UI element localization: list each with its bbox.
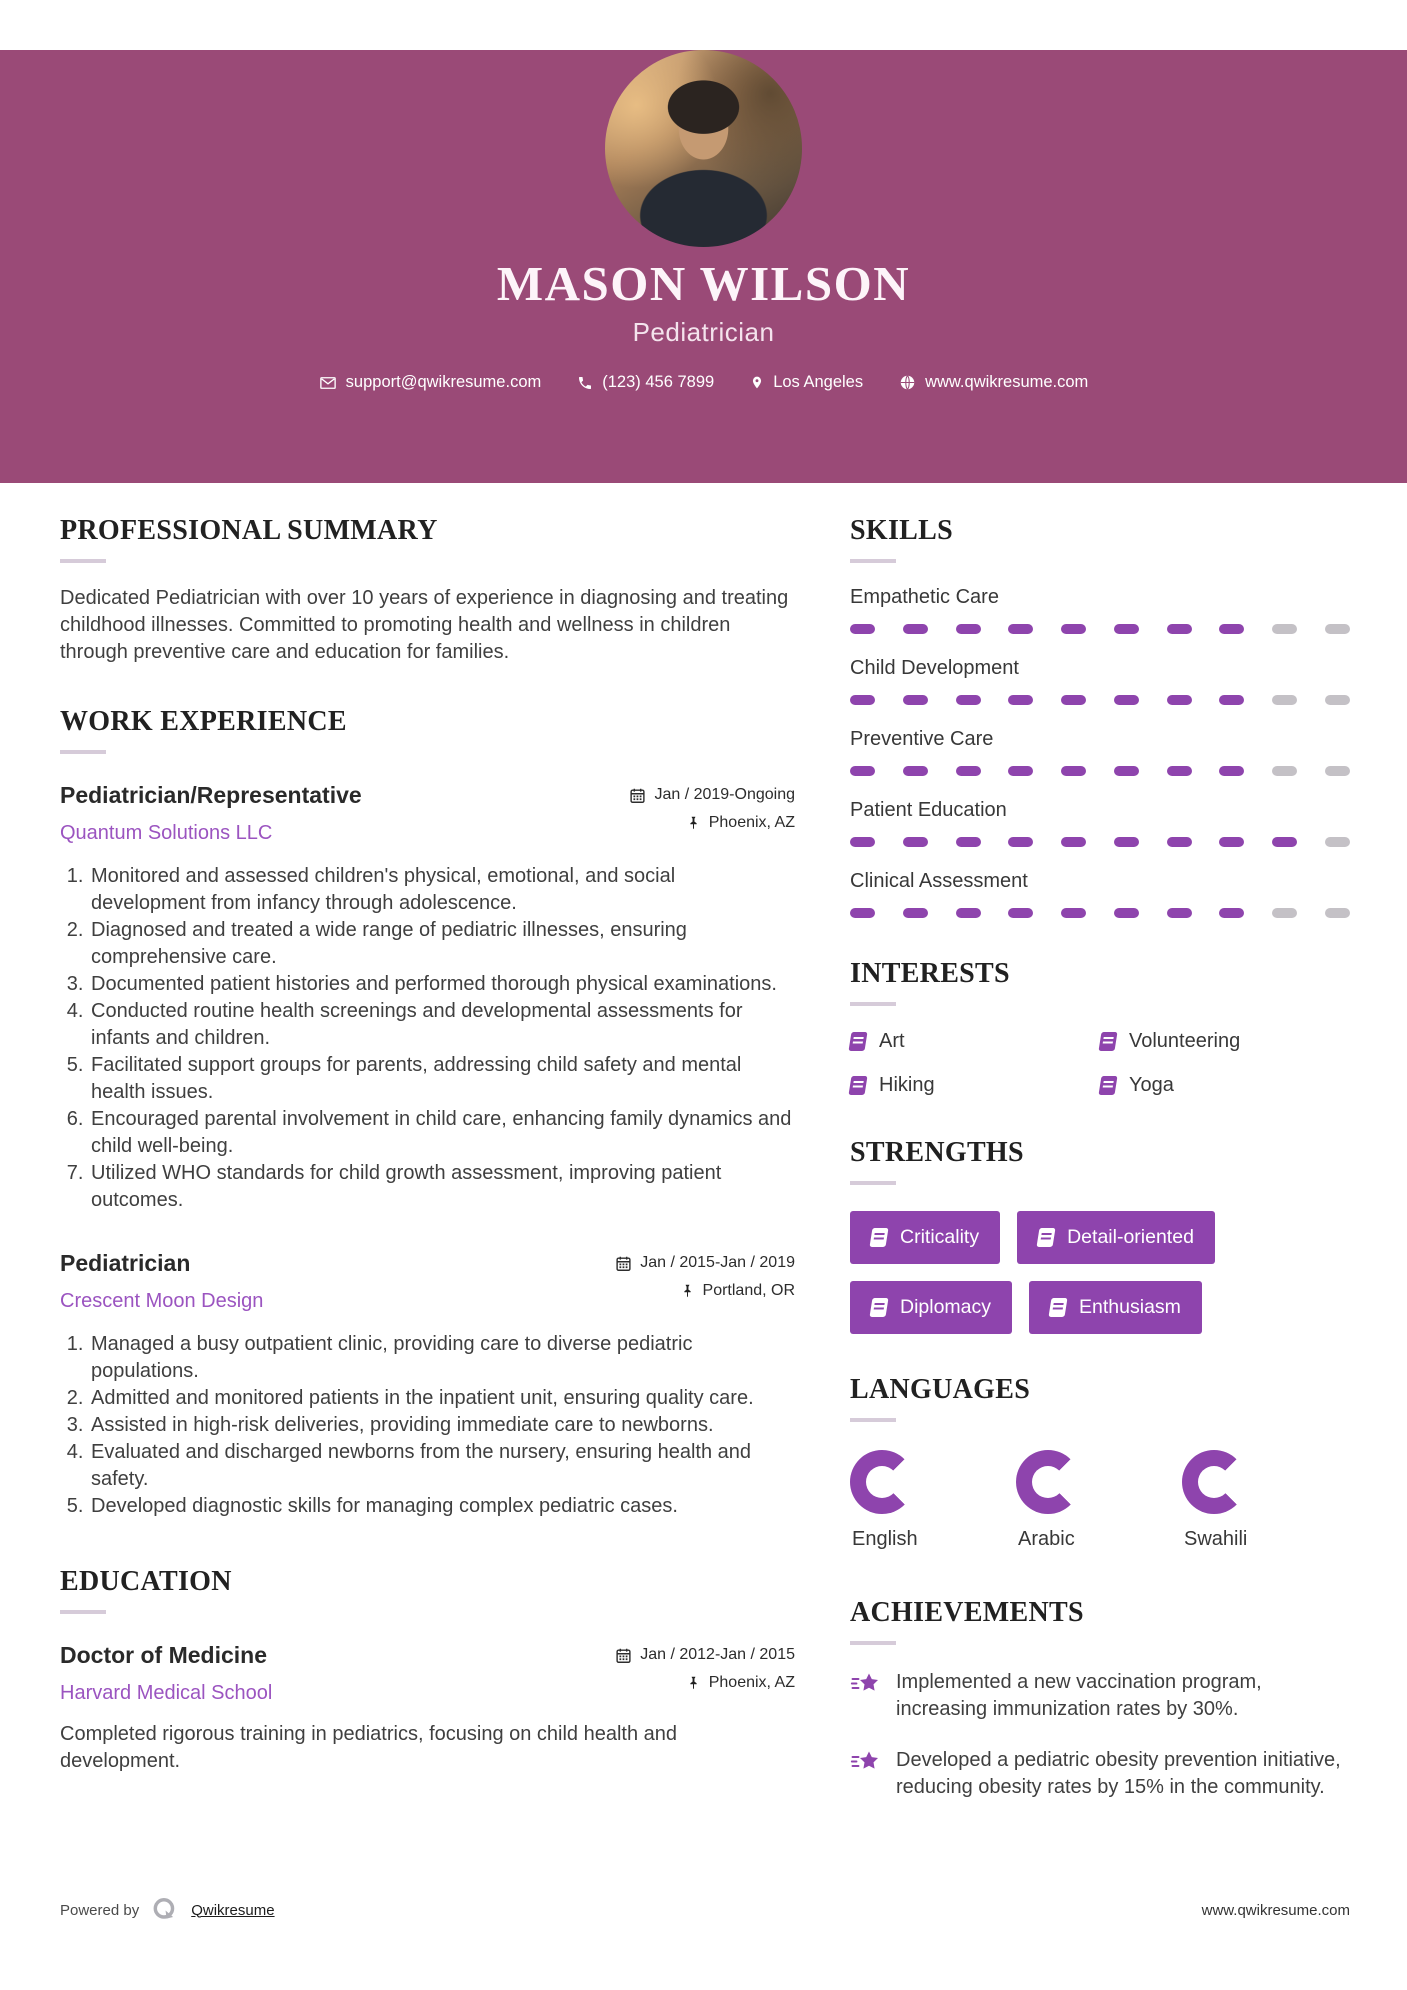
- book-icon: [848, 1032, 867, 1051]
- heading-underline: [850, 1002, 896, 1006]
- footer-website-link[interactable]: www.qwikresume.com: [1201, 1901, 1350, 1919]
- globe-icon: [899, 374, 916, 391]
- section-interests: [850, 958, 1350, 1097]
- shooting-star-icon: [850, 1669, 881, 1723]
- skill-label: Clinical Assessment: [850, 870, 1028, 892]
- heading-underline: [60, 750, 106, 754]
- dash-empty: [1272, 908, 1297, 918]
- bullet-item: 5. Developed diagnostic skills for managing complex pediatric cases.: [89, 1493, 795, 1520]
- skill-label: Empathetic Care: [850, 586, 999, 608]
- job-entry: [60, 1250, 795, 1520]
- contact-email-text: support@qwikresume.com: [345, 373, 542, 391]
- dash-filled: [850, 908, 875, 918]
- work-heading: WORK EXPERIENCE: [60, 706, 347, 737]
- education-entry: [60, 1642, 795, 1775]
- bullet-item: 2. Diagnosed and treated a wide range of pediatric illnesses, ensuring comprehensive care.: [89, 917, 795, 971]
- education-description: Completed rigorous training in pediatrics, focusing on child health and development.: [60, 1723, 678, 1772]
- pushpin-icon: [686, 815, 701, 831]
- dash-filled: [1219, 695, 1244, 705]
- profile-photo: [605, 50, 802, 247]
- dash-filled: [903, 766, 928, 776]
- footer: [60, 1896, 1350, 1924]
- envelope-icon: [319, 374, 337, 392]
- dash-empty: [1325, 908, 1350, 918]
- dash-filled: [850, 695, 875, 705]
- dash-filled: [956, 837, 981, 847]
- education-location: Phoenix, AZ: [615, 1674, 795, 1692]
- job-dates: Jan / 2019-Ongoing: [629, 786, 795, 804]
- strength-chip: Detail-oriented: [1017, 1211, 1215, 1264]
- section-achievements: [850, 1597, 1350, 1801]
- section-education: [60, 1566, 795, 1775]
- dash-filled: [903, 908, 928, 918]
- strength-chip: Diplomacy: [850, 1281, 1012, 1334]
- bullet-item: 7. Utilized WHO standards for child growth assessment, improving patient outcomes.: [89, 1160, 795, 1214]
- language-item: [1016, 1450, 1182, 1551]
- dash-filled: [1008, 766, 1033, 776]
- contact-website[interactable]: [899, 373, 1088, 392]
- dash-filled: [1114, 624, 1139, 634]
- dash-empty: [1325, 766, 1350, 776]
- job-title: Pediatrician/Representative: [60, 782, 362, 808]
- bullet-item: 3. Documented patient histories and performed thorough physical examinations.: [89, 971, 795, 998]
- job-company-link[interactable]: Crescent Moon Design: [60, 1290, 264, 1312]
- right-column: [850, 515, 1350, 1801]
- contact-location: [750, 373, 863, 392]
- strength-chip: Criticality: [850, 1211, 1000, 1264]
- shooting-star-icon: [850, 1747, 881, 1801]
- job-company-link[interactable]: Quantum Solutions LLC: [60, 822, 273, 844]
- q-logo-icon: [151, 1896, 179, 1924]
- bullet-item: 1. Managed a busy outpatient clinic, providing care to diverse pediatric populations.: [89, 1331, 795, 1385]
- bullet-item: 4. Evaluated and discharged newborns from the nursery, ensuring health and safety.: [89, 1439, 795, 1493]
- interests-heading: INTERESTS: [850, 958, 1010, 989]
- bullet-item: 1. Monitored and assessed children's physical, emotional, and social development from infancy through adolescence.: [89, 863, 795, 917]
- language-item: [850, 1450, 1016, 1551]
- language-label: Swahili: [1184, 1528, 1248, 1550]
- dash-filled: [1114, 766, 1139, 776]
- heading-underline: [850, 559, 896, 563]
- job-location: Portland, OR: [615, 1282, 795, 1300]
- skill-label: Patient Education: [850, 799, 1007, 821]
- qwikresume-link[interactable]: Qwikresume: [191, 1901, 275, 1919]
- dash-filled: [1167, 837, 1192, 847]
- dash-filled: [903, 837, 928, 847]
- job-bullets: [60, 863, 795, 1214]
- language-donut: [1182, 1450, 1246, 1514]
- heading-underline: [60, 559, 106, 563]
- calendar-icon: [615, 1647, 632, 1664]
- skill-meter: [850, 695, 1350, 705]
- dash-filled: [1008, 624, 1033, 634]
- interest-item: Yoga: [1100, 1074, 1350, 1097]
- left-column: [60, 515, 795, 1801]
- candidate-title: Pediatrician: [632, 317, 775, 347]
- dash-filled: [1061, 695, 1086, 705]
- dash-empty: [1272, 695, 1297, 705]
- achievement-text: Implemented a new vaccination program, increasing immunization rates by 30%.: [896, 1671, 1262, 1720]
- achievement-item: [850, 1747, 1350, 1801]
- contact-bar: [0, 373, 1407, 392]
- dash-filled: [1114, 695, 1139, 705]
- section-strengths: [850, 1137, 1350, 1334]
- school-link[interactable]: Harvard Medical School: [60, 1682, 273, 1704]
- dash-filled: [1219, 624, 1244, 634]
- skills-heading: SKILLS: [850, 515, 953, 546]
- job-bullets: [60, 1331, 795, 1520]
- book-icon: [869, 1298, 888, 1317]
- bullet-item: 3. Assisted in high-risk deliveries, providing immediate care to newborns.: [89, 1412, 795, 1439]
- skill-meter: [850, 837, 1350, 847]
- contact-phone-text: (123) 456 7899: [602, 373, 715, 391]
- language-label: Arabic: [1018, 1528, 1075, 1550]
- skill-meter: [850, 908, 1350, 918]
- dash-filled: [850, 766, 875, 776]
- dash-filled: [903, 695, 928, 705]
- contact-email[interactable]: [319, 373, 542, 392]
- interest-item: Art: [850, 1030, 1100, 1053]
- skill-item: [850, 799, 1350, 847]
- book-icon: [869, 1228, 888, 1247]
- pushpin-icon: [686, 1675, 701, 1691]
- achievement-item: [850, 1669, 1350, 1723]
- dash-filled: [1167, 766, 1192, 776]
- section-languages: [850, 1374, 1350, 1551]
- dash-filled: [1008, 837, 1033, 847]
- dash-empty: [1325, 624, 1350, 634]
- dash-filled: [1008, 908, 1033, 918]
- interest-item: Hiking: [850, 1074, 1100, 1097]
- dash-filled: [956, 624, 981, 634]
- dash-filled: [850, 624, 875, 634]
- dash-filled: [850, 837, 875, 847]
- education-dates: Jan / 2012-Jan / 2015: [615, 1646, 795, 1664]
- book-icon: [848, 1076, 867, 1095]
- dash-filled: [1167, 908, 1192, 918]
- job-location: Phoenix, AZ: [629, 814, 795, 832]
- bullet-item: 6. Encouraged parental involvement in child care, enhancing family dynamics and child well-being.: [89, 1106, 795, 1160]
- languages-heading: LANGUAGES: [850, 1374, 1031, 1405]
- dash-empty: [1272, 766, 1297, 776]
- language-donut: [850, 1450, 914, 1514]
- bullet-item: 5. Facilitated support groups for parents, addressing child safety and mental health issues.: [89, 1052, 795, 1106]
- powered-by-label: Powered by: [60, 1901, 140, 1919]
- heading-underline: [850, 1181, 896, 1185]
- skill-item: [850, 586, 1350, 634]
- skill-item: [850, 728, 1350, 776]
- dash-filled: [1272, 837, 1297, 847]
- heading-underline: [850, 1418, 896, 1422]
- candidate-name: MASON WILSON: [496, 256, 911, 311]
- phone-icon: [577, 375, 593, 391]
- heading-underline: [850, 1641, 896, 1645]
- bullet-item: 2. Admitted and monitored patients in the inpatient unit, ensuring quality care.: [89, 1385, 795, 1412]
- job-title: Pediatrician: [60, 1250, 191, 1276]
- dash-filled: [1008, 695, 1033, 705]
- section-work-experience: [60, 706, 795, 1520]
- skill-label: Preventive Care: [850, 728, 994, 750]
- degree-title: Doctor of Medicine: [60, 1642, 268, 1668]
- language-item: [1182, 1450, 1348, 1551]
- job-entry: [60, 782, 795, 1214]
- skill-meter: [850, 766, 1350, 776]
- bullet-item: 4. Conducted routine health screenings and developmental assessments for infants and children.: [89, 998, 795, 1052]
- book-icon: [1098, 1076, 1117, 1095]
- dash-filled: [956, 766, 981, 776]
- dash-filled: [956, 908, 981, 918]
- dash-filled: [1061, 908, 1086, 918]
- dash-filled: [1219, 766, 1244, 776]
- dash-filled: [1061, 766, 1086, 776]
- skill-meter: [850, 624, 1350, 634]
- achievements-heading: ACHIEVEMENTS: [850, 1597, 1084, 1628]
- strengths-heading: STRENGTHS: [850, 1137, 1024, 1168]
- heading-underline: [60, 1610, 106, 1614]
- book-icon: [1037, 1228, 1056, 1247]
- pushpin-icon: [680, 1283, 695, 1299]
- skill-label: Child Development: [850, 657, 1019, 679]
- achievement-text: Developed a pediatric obesity prevention initiative, reducing obesity rates by 15% in the community.: [896, 1749, 1341, 1798]
- body: [0, 483, 1407, 1801]
- contact-phone[interactable]: [577, 373, 714, 392]
- map-pin-icon: [750, 374, 764, 391]
- dash-filled: [1167, 695, 1192, 705]
- dash-filled: [956, 695, 981, 705]
- dash-filled: [1167, 624, 1192, 634]
- dash-filled: [1114, 908, 1139, 918]
- book-icon: [1098, 1032, 1117, 1051]
- summary-heading: PROFESSIONAL SUMMARY: [60, 515, 438, 546]
- dash-filled: [1061, 624, 1086, 634]
- calendar-icon: [615, 1255, 632, 1272]
- dash-empty: [1272, 624, 1297, 634]
- strength-chip: Enthusiasm: [1029, 1281, 1202, 1334]
- dash-filled: [1114, 837, 1139, 847]
- language-label: English: [852, 1528, 918, 1550]
- dash-empty: [1325, 695, 1350, 705]
- book-icon: [1049, 1298, 1068, 1317]
- contact-website-text: www.qwikresume.com: [925, 373, 1089, 391]
- dash-filled: [1219, 837, 1244, 847]
- education-heading: EDUCATION: [60, 1566, 232, 1597]
- dash-filled: [1219, 908, 1244, 918]
- dash-filled: [903, 624, 928, 634]
- skill-item: [850, 657, 1350, 705]
- section-professional-summary: [60, 515, 795, 666]
- section-skills: [850, 515, 1350, 918]
- skill-item: [850, 870, 1350, 918]
- contact-location-text: Los Angeles: [773, 373, 864, 391]
- dash-filled: [1061, 837, 1086, 847]
- dash-empty: [1325, 837, 1350, 847]
- interest-item: Volunteering: [1100, 1030, 1350, 1053]
- calendar-icon: [629, 787, 646, 804]
- summary-text: Dedicated Pediatrician with over 10 years of experience in diagnosing and treating childhood illnesses. Committed to promoting health and wellness in children through preventive care and education for families.: [60, 587, 789, 663]
- header: [0, 50, 1407, 483]
- job-dates: Jan / 2015-Jan / 2019: [615, 1254, 795, 1272]
- language-donut: [1016, 1450, 1080, 1514]
